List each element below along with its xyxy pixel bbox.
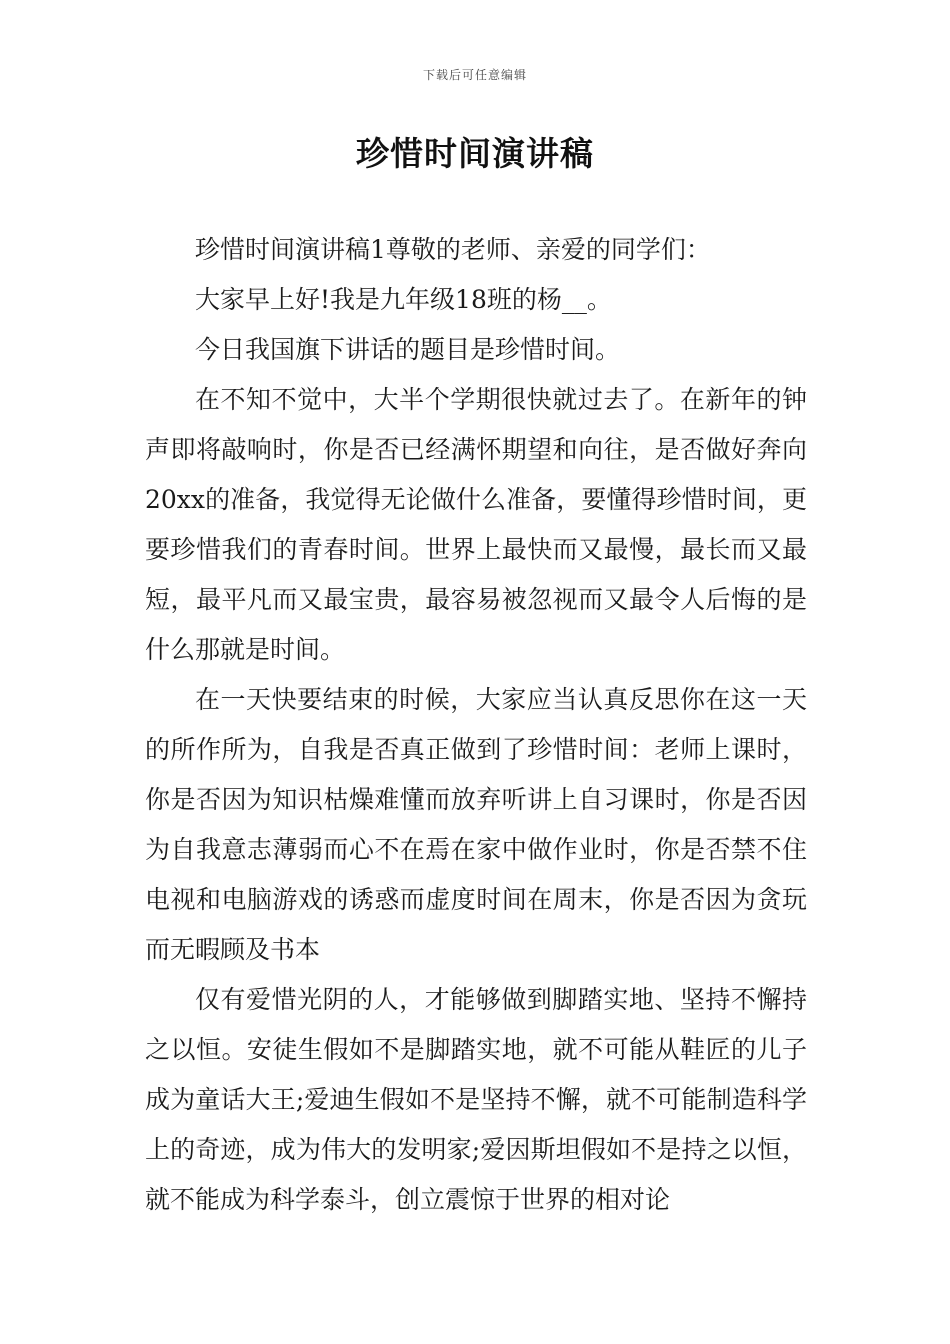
paragraph: 珍惜时间演讲稿1尊敬的老师、亲爱的同学们： [195,235,711,264]
paragraph: 今日我国旗下讲话的题目是珍惜时间。 [195,335,621,364]
paragraph: 仅有爱惜光阴的人，才能够做到脚踏实地、坚持不懈持之以恒。安徒生假如不是脚踏实地，就不可能从鞋匠的儿子成为童话大王;爱迪生假如不是坚持不懈，就不可能制造科学上的奇迹，成为伟大的发明家;爱因斯坦假如不是持之以恒，就不能成为科学泰斗，创立震惊于世界的相对论 [145,985,807,1214]
paragraph: 在不知不觉中，大半个学期很快就过去了。在新年的钟声即将敲响时，你是否已经满怀期望和向往，是否做好奔向20xx的准备，我觉得无论做什么准备，要懂得珍惜时间，更要珍惜我们的青春时间。世界上最快而又最慢，最长而又最短，最平凡而又最宝贵，最容易被忽视而又最令人后悔的是什么那就是时间。 [145,385,807,664]
page-title: 珍惜时间演讲稿 [356,134,594,173]
document-body [145,225,807,1225]
paragraph: 大家早上好!我是九年级18班的杨__。 [195,285,612,314]
paragraph: 在一天快要结束的时候，大家应当认真反思你在这一天的所作所为，自我是否真正做到了珍惜时间：老师上课时，你是否因为知识枯燥难懂而放弃听讲上自习课时，你是否因为自我意志薄弱而心不在焉在家中做作业时，你是否禁不住电视和电脑游戏的诱惑而虚度时间在周末，你是否因为贪玩而无暇顾及书本 [145,685,807,964]
header-note: 下载后可任意编辑 [422,68,527,82]
